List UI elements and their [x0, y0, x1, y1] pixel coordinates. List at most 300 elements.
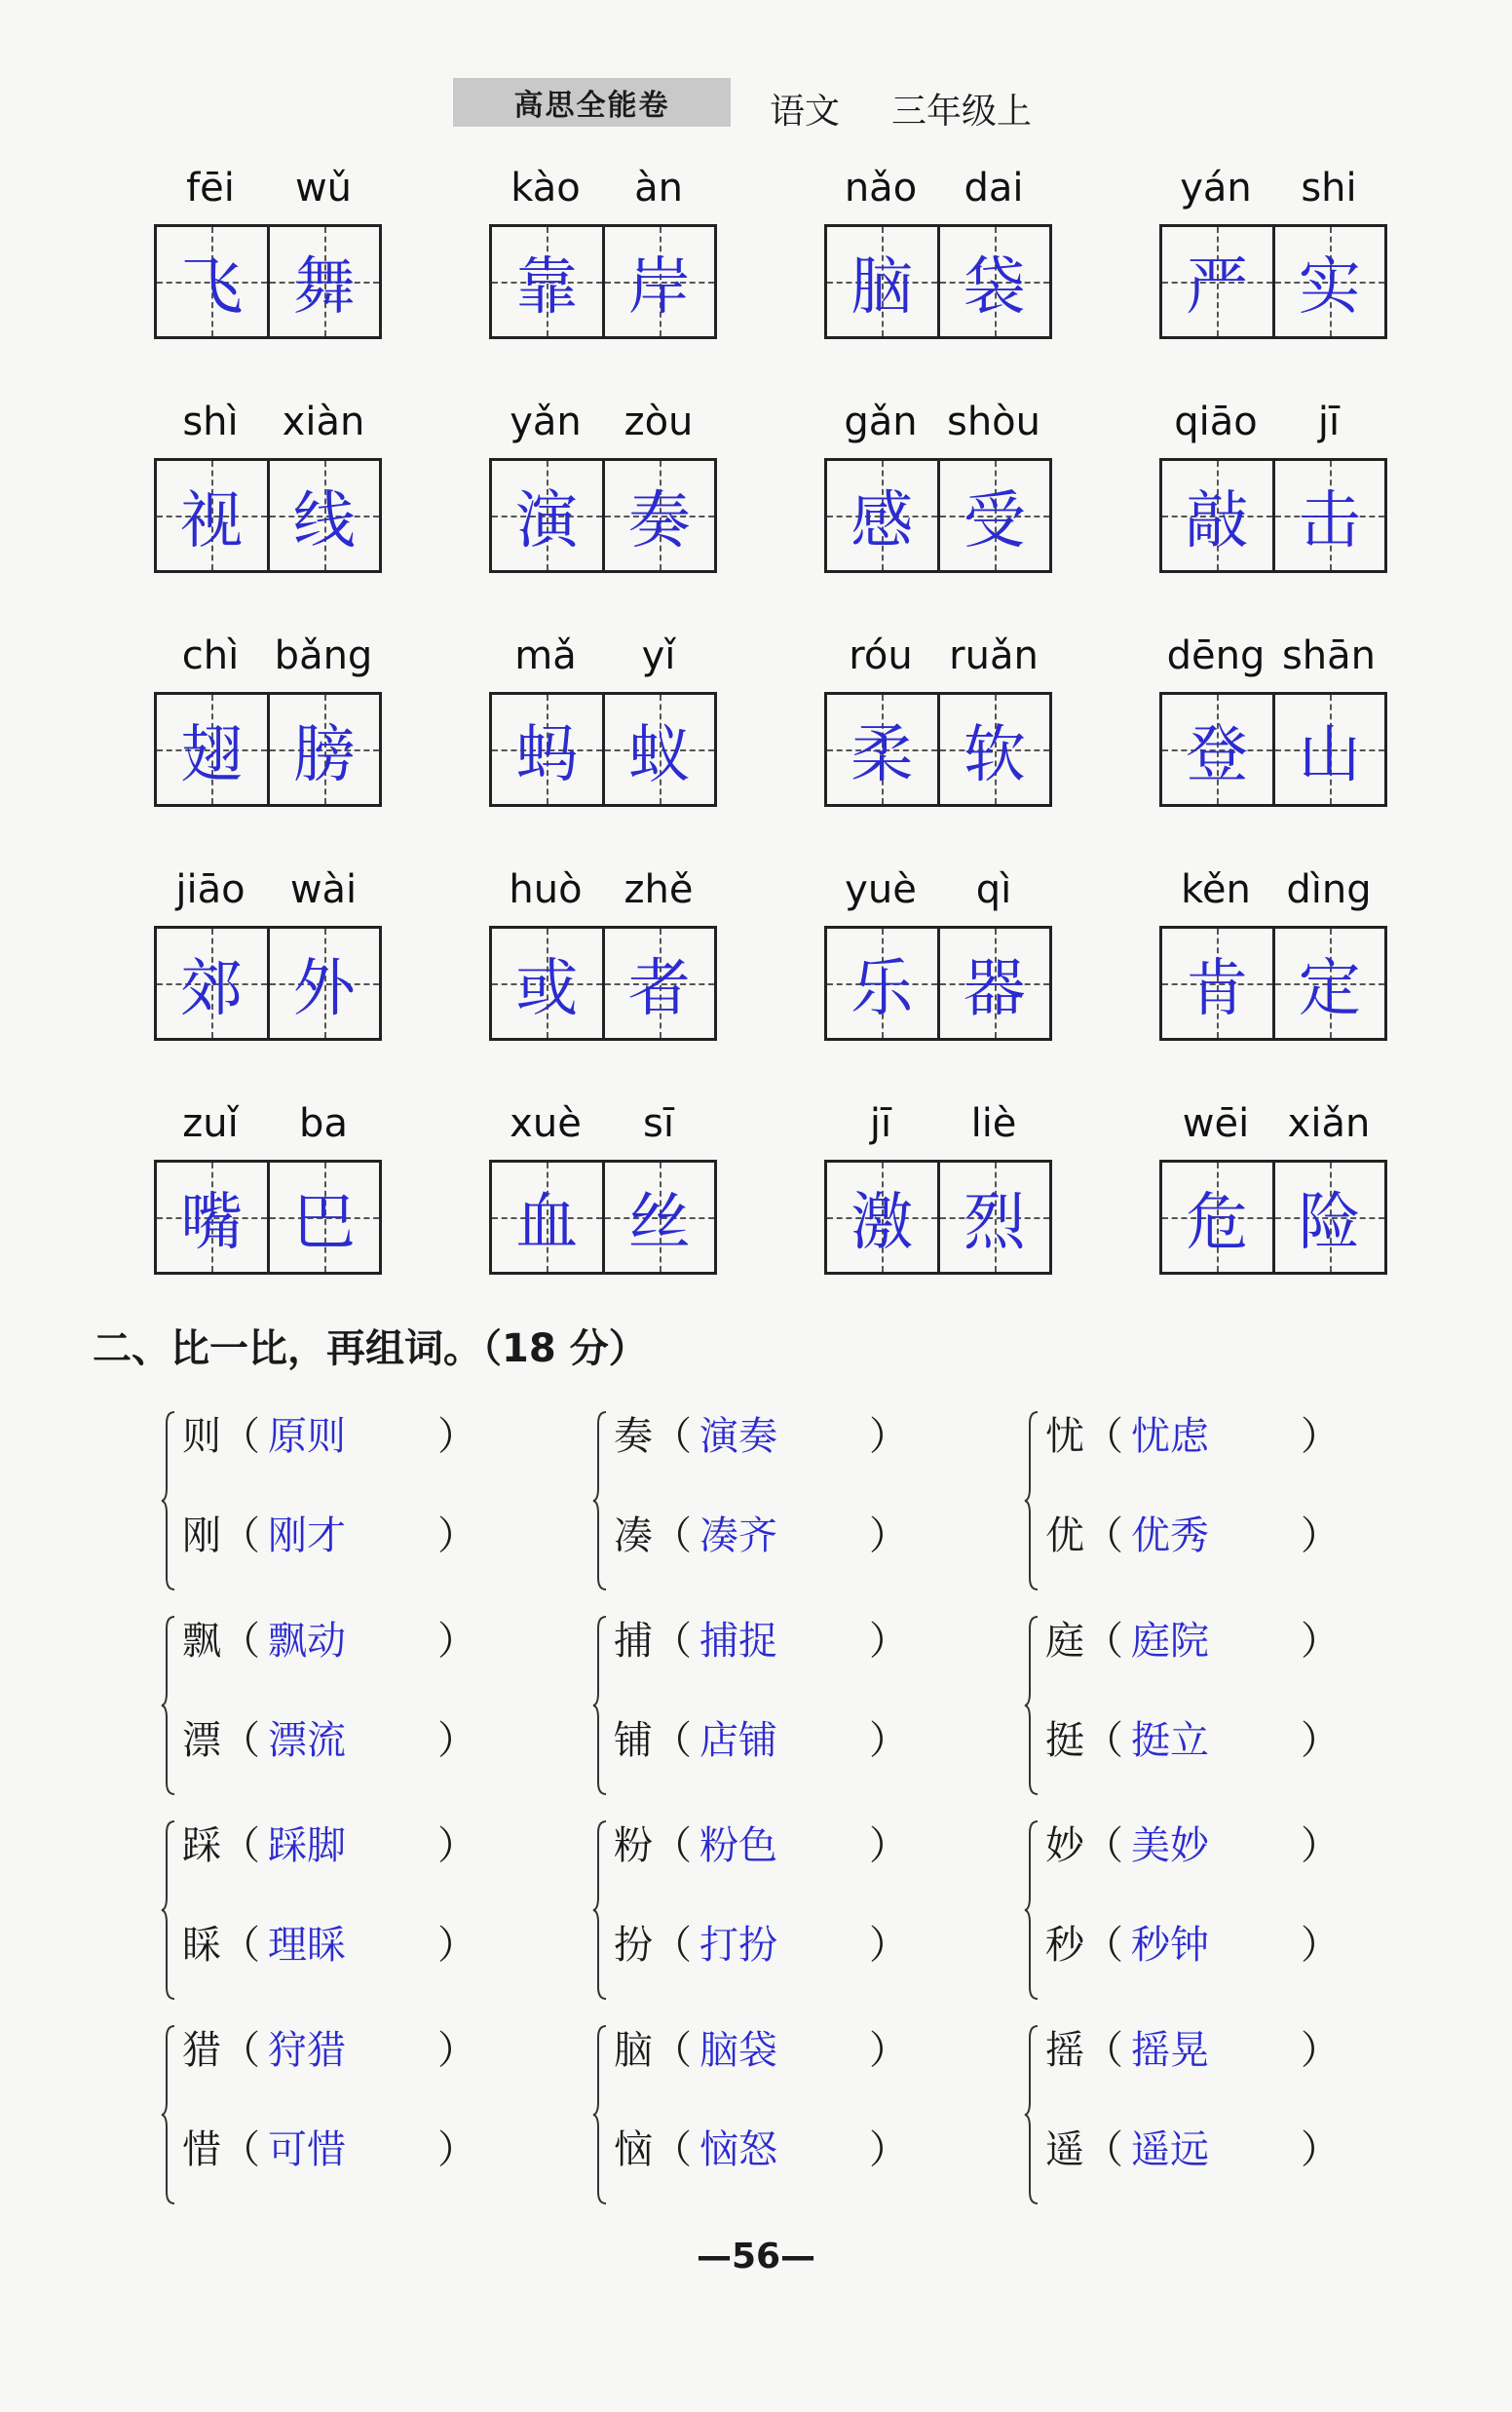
pinyin-row — [154, 166, 380, 220]
close-paren: ） — [1301, 1822, 1340, 1868]
answer-character: 烈 — [963, 1187, 1026, 1259]
answer-character: 激 — [850, 1187, 914, 1259]
close-paren: ） — [869, 1922, 908, 1968]
open-paren: （ — [1084, 1618, 1123, 1664]
word-item — [824, 633, 1050, 828]
pinyin-syllable: xiàn — [282, 400, 365, 444]
tianzige-box — [489, 926, 717, 1041]
answer-character: 奏 — [627, 485, 691, 557]
tianzige-box — [489, 224, 717, 339]
word-item — [154, 867, 380, 1062]
open-paren: （ — [221, 1922, 260, 1968]
character-cell — [492, 1163, 602, 1272]
curly-brace-icon — [161, 1615, 176, 1796]
answer-character: 柔 — [850, 719, 914, 791]
pinyin-row — [489, 400, 715, 454]
compare-line — [1045, 1808, 1340, 1876]
pinyin-row — [1159, 400, 1385, 454]
character-cell — [1162, 929, 1272, 1038]
open-paren: （ — [221, 1413, 260, 1459]
pinyin-syllable: jī — [1317, 400, 1341, 444]
word-item — [824, 166, 1050, 361]
answer-word: 漂流 — [268, 1717, 346, 1763]
base-character: 凑 — [614, 1512, 653, 1558]
close-paren: ） — [437, 2126, 476, 2172]
compare-group — [592, 2012, 1024, 2217]
answer-word: 恼怒 — [699, 2126, 777, 2172]
curly-brace-icon — [592, 1615, 608, 1796]
close-paren: ） — [1301, 2126, 1340, 2172]
pinyin-row — [1159, 1101, 1385, 1156]
pinyin-syllable: wǔ — [294, 166, 353, 211]
open-paren: （ — [1084, 1822, 1123, 1868]
compare-line — [182, 1808, 476, 1876]
character-cell — [827, 929, 937, 1038]
compare-line — [1045, 1703, 1340, 1771]
pinyin-row — [824, 867, 1050, 922]
compare-line — [614, 2112, 908, 2180]
tianzige-box — [489, 458, 717, 573]
pinyin-syllable: shān — [1281, 633, 1377, 678]
compare-group — [161, 2012, 592, 2217]
answer-word: 粉色 — [699, 1822, 777, 1868]
tianzige-box — [824, 926, 1052, 1041]
pinyin-row — [1159, 633, 1385, 688]
open-paren: （ — [653, 1717, 692, 1763]
compare-line — [614, 1703, 908, 1771]
pinyin-row — [489, 166, 715, 220]
compare-line — [182, 2112, 476, 2180]
character-cell — [157, 227, 267, 336]
word-item — [489, 166, 715, 361]
character-cell — [937, 929, 1050, 1038]
compare-line — [182, 1398, 476, 1467]
compare-line — [614, 1603, 908, 1671]
character-cell — [157, 695, 267, 804]
compare-line — [182, 1703, 476, 1771]
answer-character: 丝 — [627, 1187, 691, 1259]
close-paren: ） — [437, 1822, 476, 1868]
pinyin-syllable: jiāo — [175, 867, 246, 912]
tianzige-box — [154, 926, 382, 1041]
curly-brace-icon — [592, 1410, 608, 1591]
pinyin-syllable: qiāo — [1174, 400, 1258, 444]
word-item — [824, 1101, 1050, 1296]
compare-line — [1045, 2012, 1340, 2081]
tianzige-box — [1159, 458, 1387, 573]
pinyin-row — [489, 633, 715, 688]
base-character: 惜 — [182, 2126, 221, 2172]
compare-group — [592, 1808, 1024, 2012]
answer-character: 巴 — [292, 1187, 356, 1259]
pinyin-syllable: xuè — [510, 1101, 582, 1146]
grade-label: 三年级上 — [891, 92, 1033, 132]
word-item — [489, 400, 715, 594]
answer-word: 理睬 — [268, 1922, 346, 1968]
base-character: 奏 — [614, 1413, 653, 1459]
character-cell — [1272, 227, 1385, 336]
open-paren: （ — [653, 1512, 692, 1558]
word-item — [1159, 166, 1385, 361]
character-cell — [267, 461, 380, 570]
answer-character: 袋 — [963, 251, 1026, 324]
compare-group — [1024, 2012, 1455, 2217]
base-character: 踩 — [182, 1822, 221, 1868]
pinyin-syllable: kěn — [1181, 867, 1251, 912]
compare-line — [614, 1907, 908, 1975]
book-title-badge: 高思全能卷 — [453, 78, 731, 127]
base-character: 忧 — [1045, 1413, 1084, 1459]
open-paren: （ — [653, 1413, 692, 1459]
answer-character: 蚁 — [627, 719, 691, 791]
base-character: 睬 — [182, 1922, 221, 1968]
page-number: —56— — [696, 2237, 816, 2277]
compare-line — [614, 1398, 908, 1467]
open-paren: （ — [1084, 2126, 1123, 2172]
answer-word: 优秀 — [1131, 1512, 1209, 1558]
character-cell — [1272, 461, 1385, 570]
pinyin-syllable: dēng — [1166, 633, 1266, 678]
pinyin-syllable: kào — [510, 166, 581, 211]
pinyin-syllable: xiǎn — [1287, 1101, 1371, 1146]
close-paren: ） — [437, 1512, 476, 1558]
answer-character: 定 — [1298, 953, 1361, 1025]
compare-word-grid — [161, 1398, 1455, 2217]
compare-group — [161, 1808, 592, 2012]
pinyin-syllable: yǎn — [510, 400, 582, 444]
curly-brace-icon — [161, 1819, 176, 2001]
word-item — [1159, 400, 1385, 594]
compare-line — [1045, 1398, 1340, 1467]
curly-brace-icon — [592, 1819, 608, 2001]
compare-line — [182, 1907, 476, 1975]
answer-character: 视 — [180, 485, 244, 557]
open-paren: （ — [221, 2027, 260, 2073]
character-cell — [492, 929, 602, 1038]
pinyin-syllable: zuǐ — [182, 1101, 239, 1146]
open-paren: （ — [221, 1822, 260, 1868]
pinyin-row — [489, 1101, 715, 1156]
pinyin-row — [824, 633, 1050, 688]
pinyin-syllable: chì — [181, 633, 240, 678]
compare-line — [1045, 1498, 1340, 1566]
open-paren: （ — [653, 1822, 692, 1868]
pinyin-row — [154, 867, 380, 922]
compare-group — [592, 1398, 1024, 1603]
answer-character: 外 — [292, 953, 356, 1025]
open-paren: （ — [221, 2126, 260, 2172]
answer-word: 演奏 — [699, 1413, 777, 1459]
pinyin-row — [489, 867, 715, 922]
open-paren: （ — [1084, 2027, 1123, 2073]
pinyin-syllable: yǐ — [641, 633, 676, 678]
character-cell — [492, 461, 602, 570]
answer-character: 岸 — [627, 251, 691, 324]
word-item — [1159, 633, 1385, 828]
word-item — [489, 633, 715, 828]
word-item — [489, 867, 715, 1062]
pinyin-row — [1159, 867, 1385, 922]
compare-line — [614, 1808, 908, 1876]
base-character: 铺 — [614, 1717, 653, 1763]
answer-character: 蚂 — [515, 719, 579, 791]
compare-line — [182, 1603, 476, 1671]
close-paren: ） — [437, 1717, 476, 1763]
base-character: 猎 — [182, 2027, 221, 2073]
answer-word: 店铺 — [699, 1717, 777, 1763]
answer-word: 可惜 — [268, 2126, 346, 2172]
word-item — [1159, 1101, 1385, 1296]
close-paren: ） — [869, 2027, 908, 2073]
answer-word: 美妙 — [1131, 1822, 1209, 1868]
answer-character: 山 — [1298, 719, 1361, 791]
pinyin-syllable: fēi — [186, 166, 235, 211]
section-title: 二、比一比，再组词。（18 分） — [93, 1326, 648, 1371]
word-item — [154, 166, 380, 361]
tianzige-box — [824, 1160, 1052, 1275]
base-character: 则 — [182, 1413, 221, 1459]
answer-word: 原则 — [268, 1413, 346, 1459]
tianzige-box — [824, 692, 1052, 807]
tianzige-box — [1159, 926, 1387, 1041]
close-paren: ） — [869, 1413, 908, 1459]
answer-character: 舞 — [292, 251, 356, 324]
character-cell — [1272, 929, 1385, 1038]
pinyin-syllable: gǎn — [844, 400, 918, 444]
close-paren: ） — [437, 2027, 476, 2073]
answer-word: 凑齐 — [699, 1512, 777, 1558]
answer-character: 严 — [1186, 251, 1249, 324]
pinyin-syllable: yán — [1180, 166, 1252, 211]
close-paren: ） — [437, 1922, 476, 1968]
answer-character: 软 — [963, 719, 1026, 791]
word-item — [1159, 867, 1385, 1062]
answer-character: 郊 — [180, 953, 244, 1025]
pinyin-row — [154, 1101, 380, 1156]
pinyin-syllable: wēi — [1182, 1101, 1250, 1146]
answer-word: 遥远 — [1131, 2126, 1209, 2172]
character-cell — [602, 929, 715, 1038]
pinyin-syllable: jī — [869, 1101, 892, 1146]
base-character: 粉 — [614, 1822, 653, 1868]
answer-character: 实 — [1298, 251, 1361, 324]
base-character: 摇 — [1045, 2027, 1084, 2073]
pinyin-syllable: shòu — [946, 400, 1040, 444]
base-character: 妙 — [1045, 1822, 1084, 1868]
pinyin-syllable: ruǎn — [949, 633, 1039, 678]
compare-line — [182, 2012, 476, 2081]
page-header — [0, 78, 1512, 131]
pinyin-syllable: ba — [299, 1101, 348, 1146]
answer-word: 忧虑 — [1131, 1413, 1209, 1459]
character-cell — [827, 695, 937, 804]
tianzige-box — [824, 224, 1052, 339]
answer-word: 秒钟 — [1131, 1922, 1209, 1968]
character-cell — [1162, 695, 1272, 804]
open-paren: （ — [221, 1512, 260, 1558]
answer-word: 打扮 — [699, 1922, 777, 1968]
character-cell — [267, 929, 380, 1038]
curly-brace-icon — [1024, 1410, 1040, 1591]
answer-character: 膀 — [292, 719, 356, 791]
compare-line — [614, 2012, 908, 2081]
character-cell — [492, 227, 602, 336]
pinyin-row — [824, 166, 1050, 220]
pinyin-syllable: róu — [849, 633, 913, 678]
character-cell — [1162, 1163, 1272, 1272]
pinyin-syllable: wài — [289, 867, 358, 912]
character-cell — [937, 1163, 1050, 1272]
character-cell — [1272, 1163, 1385, 1272]
compare-group — [1024, 1603, 1455, 1808]
pinyin-syllable: shi — [1301, 166, 1357, 211]
character-cell — [157, 1163, 267, 1272]
answer-character: 者 — [627, 953, 691, 1025]
compare-line — [182, 1498, 476, 1566]
pinyin-row — [824, 1101, 1050, 1156]
answer-character: 感 — [850, 485, 914, 557]
open-paren: （ — [1084, 1413, 1123, 1459]
word-item — [154, 633, 380, 828]
answer-character: 肯 — [1186, 953, 1249, 1025]
pinyin-syllable: shì — [182, 400, 239, 444]
base-character: 庭 — [1045, 1618, 1084, 1664]
character-cell — [827, 461, 937, 570]
word-item — [489, 1101, 715, 1296]
answer-word: 脑袋 — [699, 2027, 777, 2073]
compare-line — [1045, 1603, 1340, 1671]
compare-line — [1045, 1907, 1340, 1975]
pinyin-syllable: mǎ — [514, 633, 577, 678]
tianzige-box — [1159, 1160, 1387, 1275]
base-character: 脑 — [614, 2027, 653, 2073]
character-cell — [1272, 695, 1385, 804]
character-cell — [1162, 461, 1272, 570]
answer-character: 线 — [292, 485, 356, 557]
answer-character: 登 — [1186, 719, 1249, 791]
base-character: 秒 — [1045, 1922, 1084, 1968]
pinyin-syllable: liè — [970, 1101, 1017, 1146]
answer-word: 踩脚 — [268, 1822, 346, 1868]
answer-character: 脑 — [850, 251, 914, 324]
open-paren: （ — [653, 1922, 692, 1968]
open-paren: （ — [1084, 1922, 1123, 1968]
compare-group — [1024, 1808, 1455, 2012]
base-character: 捕 — [614, 1618, 653, 1664]
character-cell — [267, 695, 380, 804]
answer-character: 敲 — [1186, 485, 1249, 557]
tianzige-box — [154, 692, 382, 807]
close-paren: ） — [869, 1618, 908, 1664]
answer-character: 或 — [515, 953, 579, 1025]
tianzige-box — [154, 458, 382, 573]
close-paren: ） — [1301, 1413, 1340, 1459]
answer-character: 靠 — [515, 251, 579, 324]
character-cell — [267, 1163, 380, 1272]
tianzige-box — [824, 458, 1052, 573]
pinyin-row — [154, 400, 380, 454]
pinyin-syllable: àn — [634, 166, 683, 211]
tianzige-box — [154, 224, 382, 339]
base-character: 飘 — [182, 1618, 221, 1664]
answer-word: 刚才 — [268, 1512, 346, 1558]
answer-character: 击 — [1298, 485, 1361, 557]
pinyin-row — [1159, 166, 1385, 220]
answer-character: 危 — [1186, 1187, 1249, 1259]
base-character: 优 — [1045, 1512, 1084, 1558]
base-character: 恼 — [614, 2126, 653, 2172]
base-character: 扮 — [614, 1922, 653, 1968]
pinyin-syllable: sī — [643, 1101, 674, 1146]
tianzige-box — [489, 692, 717, 807]
curly-brace-icon — [1024, 1615, 1040, 1796]
character-cell — [1162, 227, 1272, 336]
pinyin-syllable: dai — [964, 166, 1024, 211]
close-paren: ） — [869, 1512, 908, 1558]
close-paren: ） — [1301, 1618, 1340, 1664]
close-paren: ） — [869, 2126, 908, 2172]
open-paren: （ — [653, 2027, 692, 2073]
curly-brace-icon — [1024, 2024, 1040, 2205]
answer-word: 捕捉 — [699, 1618, 777, 1664]
character-cell — [937, 227, 1050, 336]
base-character: 挺 — [1045, 1717, 1084, 1763]
character-cell — [602, 461, 715, 570]
answer-character: 器 — [963, 953, 1026, 1025]
pinyin-syllable: nǎo — [844, 166, 918, 211]
character-cell — [602, 227, 715, 336]
answer-word: 摇晃 — [1131, 2027, 1209, 2073]
pinyin-row — [824, 400, 1050, 454]
answer-character: 嘴 — [180, 1187, 244, 1259]
pinyin-syllable: yuè — [845, 867, 917, 912]
answer-word: 挺立 — [1131, 1717, 1209, 1763]
close-paren: ） — [437, 1618, 476, 1664]
close-paren: ） — [1301, 1512, 1340, 1558]
pinyin-row — [154, 633, 380, 688]
compare-group — [161, 1398, 592, 1603]
answer-word: 飘动 — [268, 1618, 346, 1664]
curly-brace-icon — [592, 2024, 608, 2205]
compare-group — [592, 1603, 1024, 1808]
character-cell — [492, 695, 602, 804]
tianzige-box — [489, 1160, 717, 1275]
answer-character: 血 — [515, 1187, 579, 1259]
close-paren: ） — [1301, 1922, 1340, 1968]
tianzige-box — [1159, 224, 1387, 339]
answer-character: 乐 — [850, 953, 914, 1025]
word-item — [824, 867, 1050, 1062]
character-cell — [267, 227, 380, 336]
answer-character: 险 — [1298, 1187, 1361, 1259]
word-item — [824, 400, 1050, 594]
word-item — [154, 1101, 380, 1296]
open-paren: （ — [653, 2126, 692, 2172]
curly-brace-icon — [161, 1410, 176, 1591]
subject-label: 语文 — [770, 92, 841, 132]
compare-group — [1024, 1398, 1455, 1603]
close-paren: ） — [1301, 1717, 1340, 1763]
pinyin-word-grid — [154, 166, 1385, 1296]
compare-line — [614, 1498, 908, 1566]
pinyin-syllable: qì — [975, 867, 1012, 912]
pinyin-syllable: zòu — [624, 400, 694, 444]
answer-word: 狩猎 — [268, 2027, 346, 2073]
curly-brace-icon — [161, 2024, 176, 2205]
base-character: 遥 — [1045, 2126, 1084, 2172]
curly-brace-icon — [1024, 1819, 1040, 2001]
answer-character: 翅 — [180, 719, 244, 791]
